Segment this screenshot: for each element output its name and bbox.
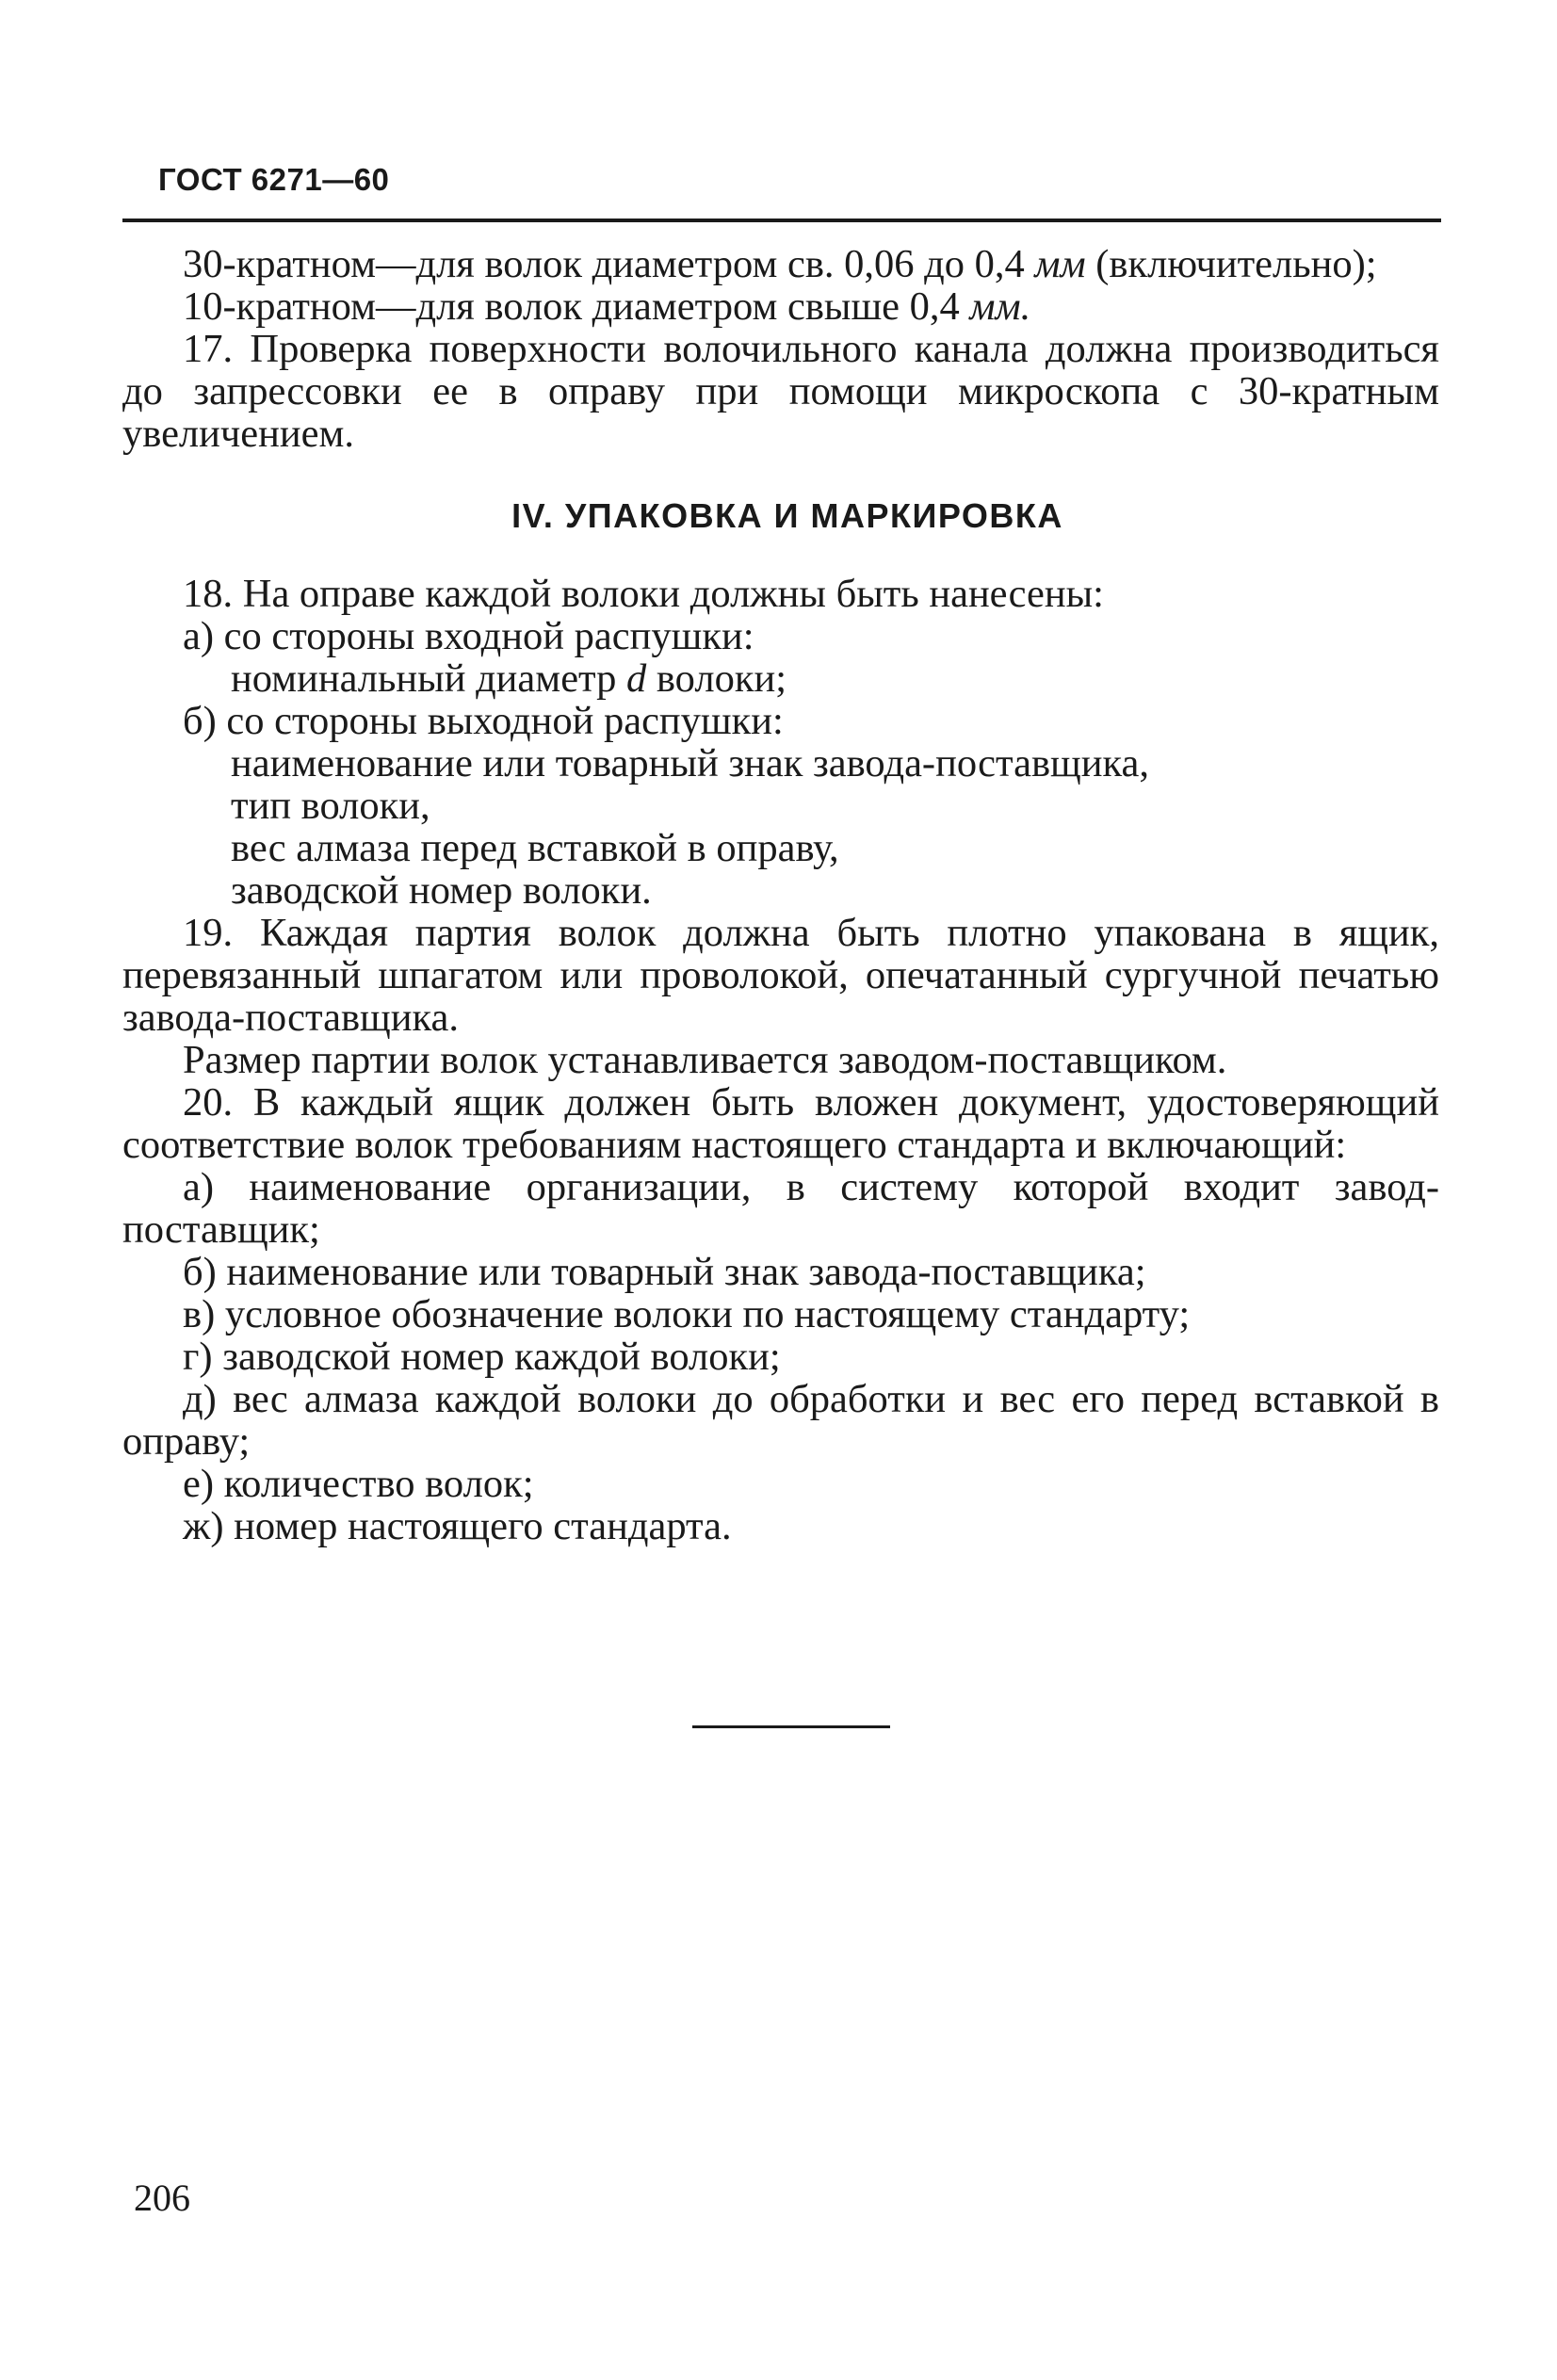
paragraph-18: 18. На оправе каждой волоки должны быть нанесены:	[183, 572, 1104, 616]
list-subitem-type: тип волоки,	[231, 784, 430, 828]
paragraph-10x-text: 10-кратном—для волок диаметром свыше 0,4	[183, 284, 970, 329]
list-subitem-serial: заводской номер волоки.	[231, 868, 652, 913]
list-subitem-trademark: наименование или товарный знак завода-поставщика,	[231, 741, 1149, 785]
paragraph-10x	[122, 285, 1439, 328]
paragraph-30x-tail: (включительно);	[1085, 242, 1377, 286]
list-item-b-output: б) со стороны выходной распушки:	[183, 699, 784, 743]
paragraph-30x	[122, 243, 1439, 285]
unit-mm-2: мм.	[969, 284, 1031, 329]
paragraph-batch-size: Размер партии волок устанавливается заводом-поставщиком.	[183, 1038, 1227, 1082]
diameter-variable: d	[626, 656, 647, 701]
section-title: IV. УПАКОВКА И МАРКИРОВКА	[511, 496, 1063, 535]
document-body	[122, 243, 1439, 1547]
paragraph-17: 17. Проверка поверхности волочильного канала должна производиться до запрессовки ее в оправу при помощи микроскопа с 30-кратным увеличением.	[122, 327, 1439, 456]
diameter-text: номинальный диаметр	[231, 656, 627, 701]
paragraph-19: 19. Каждая партия волок должна быть плотно упакована в ящик, перевязанный шпагатом или проволокой, опечатанный сургучной печатью завода-поставщика.	[122, 911, 1439, 1040]
paragraph-30x-text: 30-кратном—для волок диаметром св. 0,06 до 0,4	[183, 242, 1035, 286]
list-item-a-input: а) со стороны входной распушки:	[183, 614, 754, 658]
document-header: ГОСТ 6271—60	[158, 162, 390, 197]
doc-item-g: г) заводской номер каждой волоки;	[183, 1335, 781, 1379]
list-subitem-weight: вес алмаза перед вставкой в оправу,	[231, 826, 839, 870]
page-number: 206	[134, 2177, 190, 2219]
doc-item-d: д) вес алмаза каждой волоки до обработки и вес его перед вставкой в оправу;	[122, 1377, 1439, 1464]
diameter-tail: волоки;	[646, 656, 787, 701]
paragraph-20: 20. В каждый ящик должен быть вложен документ, удостоверяющий соответствие волок требованиям настоящего стандарта и включающий:	[122, 1080, 1439, 1167]
list-subitem-diameter	[122, 657, 1439, 700]
doc-item-e: е) количество волок;	[183, 1462, 534, 1506]
header-rule	[122, 219, 1441, 222]
unit-mm: мм	[1034, 242, 1086, 286]
doc-item-zh: ж) номер настоящего стандарта.	[183, 1504, 732, 1548]
doc-item-a: а) наименование организации, в систему которой входит завод-поставщик;	[122, 1165, 1439, 1252]
end-rule	[692, 1725, 890, 1728]
doc-item-v: в) условное обозначение волоки по настоящему стандарту;	[183, 1292, 1191, 1336]
doc-item-b: б) наименование или товарный знак завода-поставщика;	[183, 1250, 1146, 1294]
